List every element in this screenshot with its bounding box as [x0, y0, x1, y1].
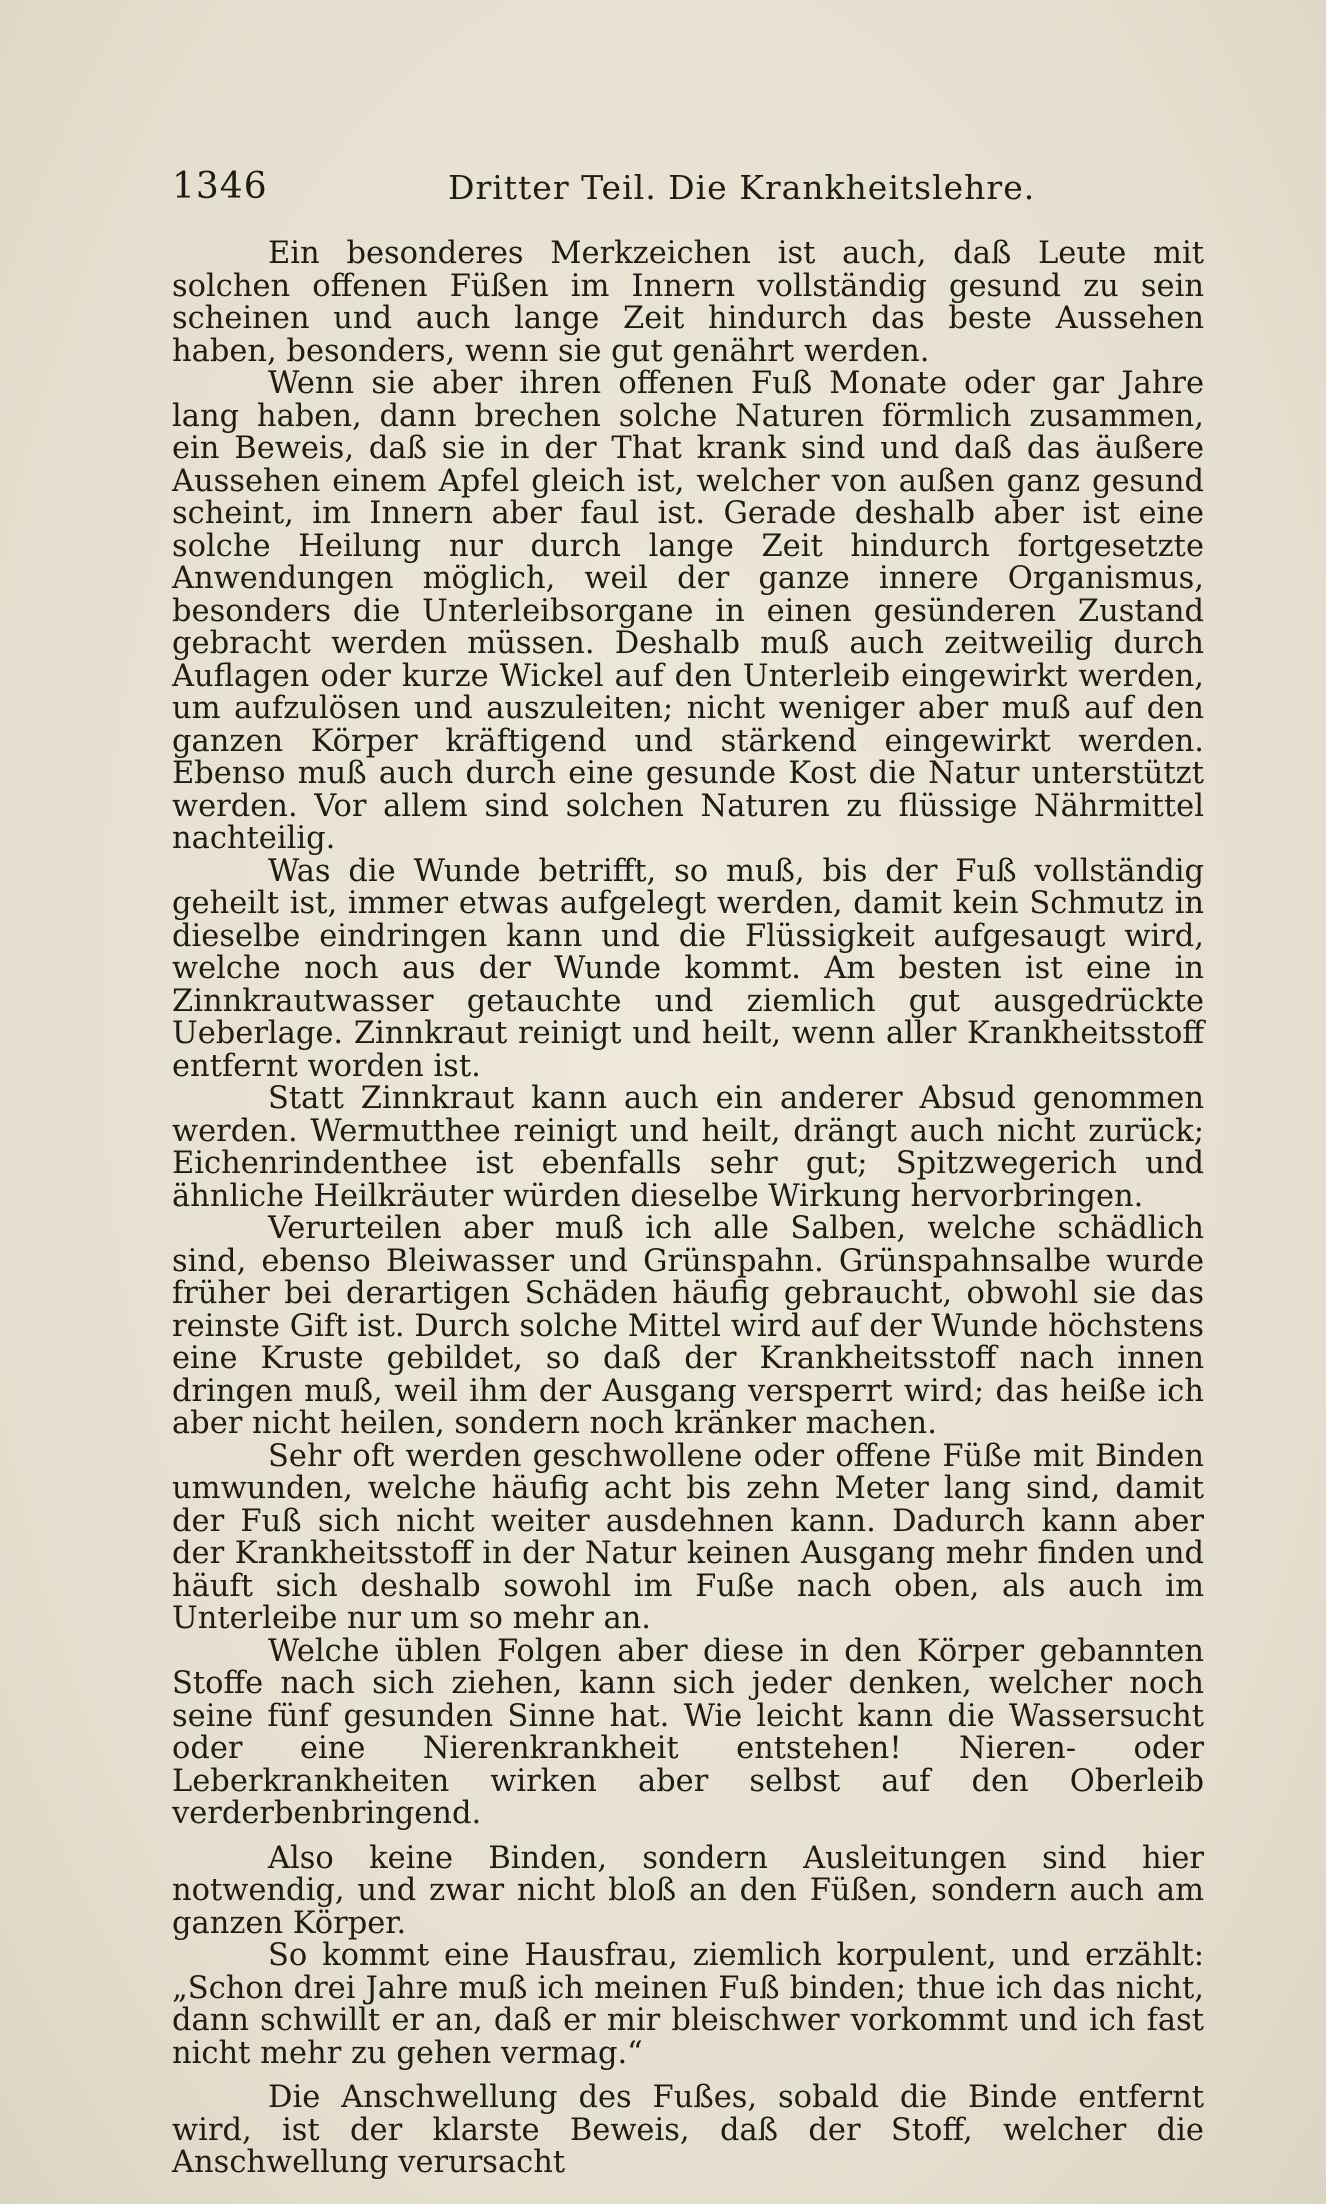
page-header	[172, 166, 1202, 212]
paragraph: Verurteilen aber muß ich alle Salben, welche schädlich sind, ebenso Bleiwasser und Grünspahn. Grünspahnsalbe wurde früher bei derartigen Schäden häufig gebraucht, obwohl sie das reinste Gift ist. Durch solche Mittel wird auf der Wunde höchstens eine Kruste gebildet, so daß der Krankheitsstoff nach innen dringen muß, weil ihm der Ausgang versperrt wird; das heiße ich aber nicht heilen, sondern noch kränker machen.	[172, 1211, 1204, 1441]
paragraph: Was die Wunde betrifft, so muß, bis der Fuß vollständig geheilt ist, immer etwas aufgelegt werden, damit kein Schmutz in dieselbe eindringen kann und die Flüssigkeit aufgesaugt wird, welche noch aus der Wunde kommt. Am besten ist eine in Zinnkrautwasser getauchte und ziemlich gut ausgedrückte Ueberlage. Zinnkraut reinigt und heilt, wenn aller Krankheitsstoff entfernt worden ist.	[172, 853, 1204, 1084]
paragraph: Sehr oft werden geschwollene oder offene Füße mit Binden umwunden, welche häufig acht bis zehn Meter lang sind, damit der Fuß sich nicht weiter ausdehnen kann. Dadurch kann aber der Krankheitsstoff in der Natur keinen Ausgang mehr finden und häuft sich deshalb sowohl im Fuße nach oben, als auch im Unterleibe nur um so mehr an.	[172, 1438, 1204, 1636]
paragraph: Welche üblen Folgen aber diese in den Körper gebannten Stoffe nach sich ziehen, kann sich jeder denken, welcher noch seine fünf gesunden Sinne hat. Wie leicht kann die Wassersucht oder eine Nierenkrankheit entstehen! Nieren- oder Leberkrankheiten wirken aber selbst auf den Oberleib verderbenbringend.	[172, 1633, 1204, 1831]
page-number: 1346	[172, 166, 268, 207]
paragraph: Die Anschwellung des Fußes, sobald die Binde entfernt wird, ist der klarste Beweis, daß der Stoff, welcher die Anschwellung verursacht	[172, 2080, 1204, 2180]
paragraph: So kommt eine Hausfrau, ziemlich korpulent, und erzählt: „Schon drei Jahre muß ich meinen Fuß binden; thue ich das nicht, dann schwillt er an, daß er mir bleischwer vorkommt und ich fast nicht mehr zu gehen vermag.“	[172, 1938, 1204, 2071]
paragraph: Ein besonderes Merkzeichen ist auch, daß Leute mit solchen offenen Füßen im Innern vollständig gesund zu sein scheinen und auch lange Zeit hindurch das beste Aussehen haben, besonders, wenn sie gut genährt werden.	[172, 236, 1204, 369]
running-head: Dritter Teil. Die Krankheitslehre.	[448, 168, 1036, 207]
body-text	[172, 238, 1204, 2180]
paragraph: Wenn sie aber ihren offenen Fuß Monate oder gar Jahre lang haben, dann brechen solche Naturen förmlich zusammen, ein Beweis, daß sie in der That krank sind und daß das äußere Aussehen einem Apfel gleich ist, welcher von außen ganz gesund scheint, im Innern aber faul ist. Gerade deshalb aber ist eine solche Heilung nur durch lange Zeit hindurch fortgesetzte Anwendungen möglich, weil der ganze innere Organismus, besonders die Unterleibsorgane in einen gesünderen Zustand gebracht werden müssen. Deshalb muß auch zeitweilig durch Auflagen oder kurze Wickel auf den Unterleib eingewirkt werden, um aufzulösen und auszuleiten; nicht weniger aber muß auf den ganzen Körper kräftigend und stärkend eingewirkt werden. Ebenso muß auch durch eine gesunde Kost die Natur unterstützt werden. Vor allem sind solchen Naturen zu flüssige Nährmittel nachteilig.	[172, 366, 1204, 856]
paragraph: Statt Zinnkraut kann auch ein anderer Absud genommen werden. Wermutthee reinigt und heilt, drängt auch nicht zurück; Eichenrindenthee ist ebenfalls sehr gut; Spitzwegerich und ähnliche Heilkräuter würden dieselbe Wirkung hervorbringen.	[172, 1081, 1204, 1214]
paragraph: Also keine Binden, sondern Ausleitungen sind hier notwendig, und zwar nicht bloß an den Füßen, sondern auch am ganzen Körper.	[172, 1840, 1204, 1941]
